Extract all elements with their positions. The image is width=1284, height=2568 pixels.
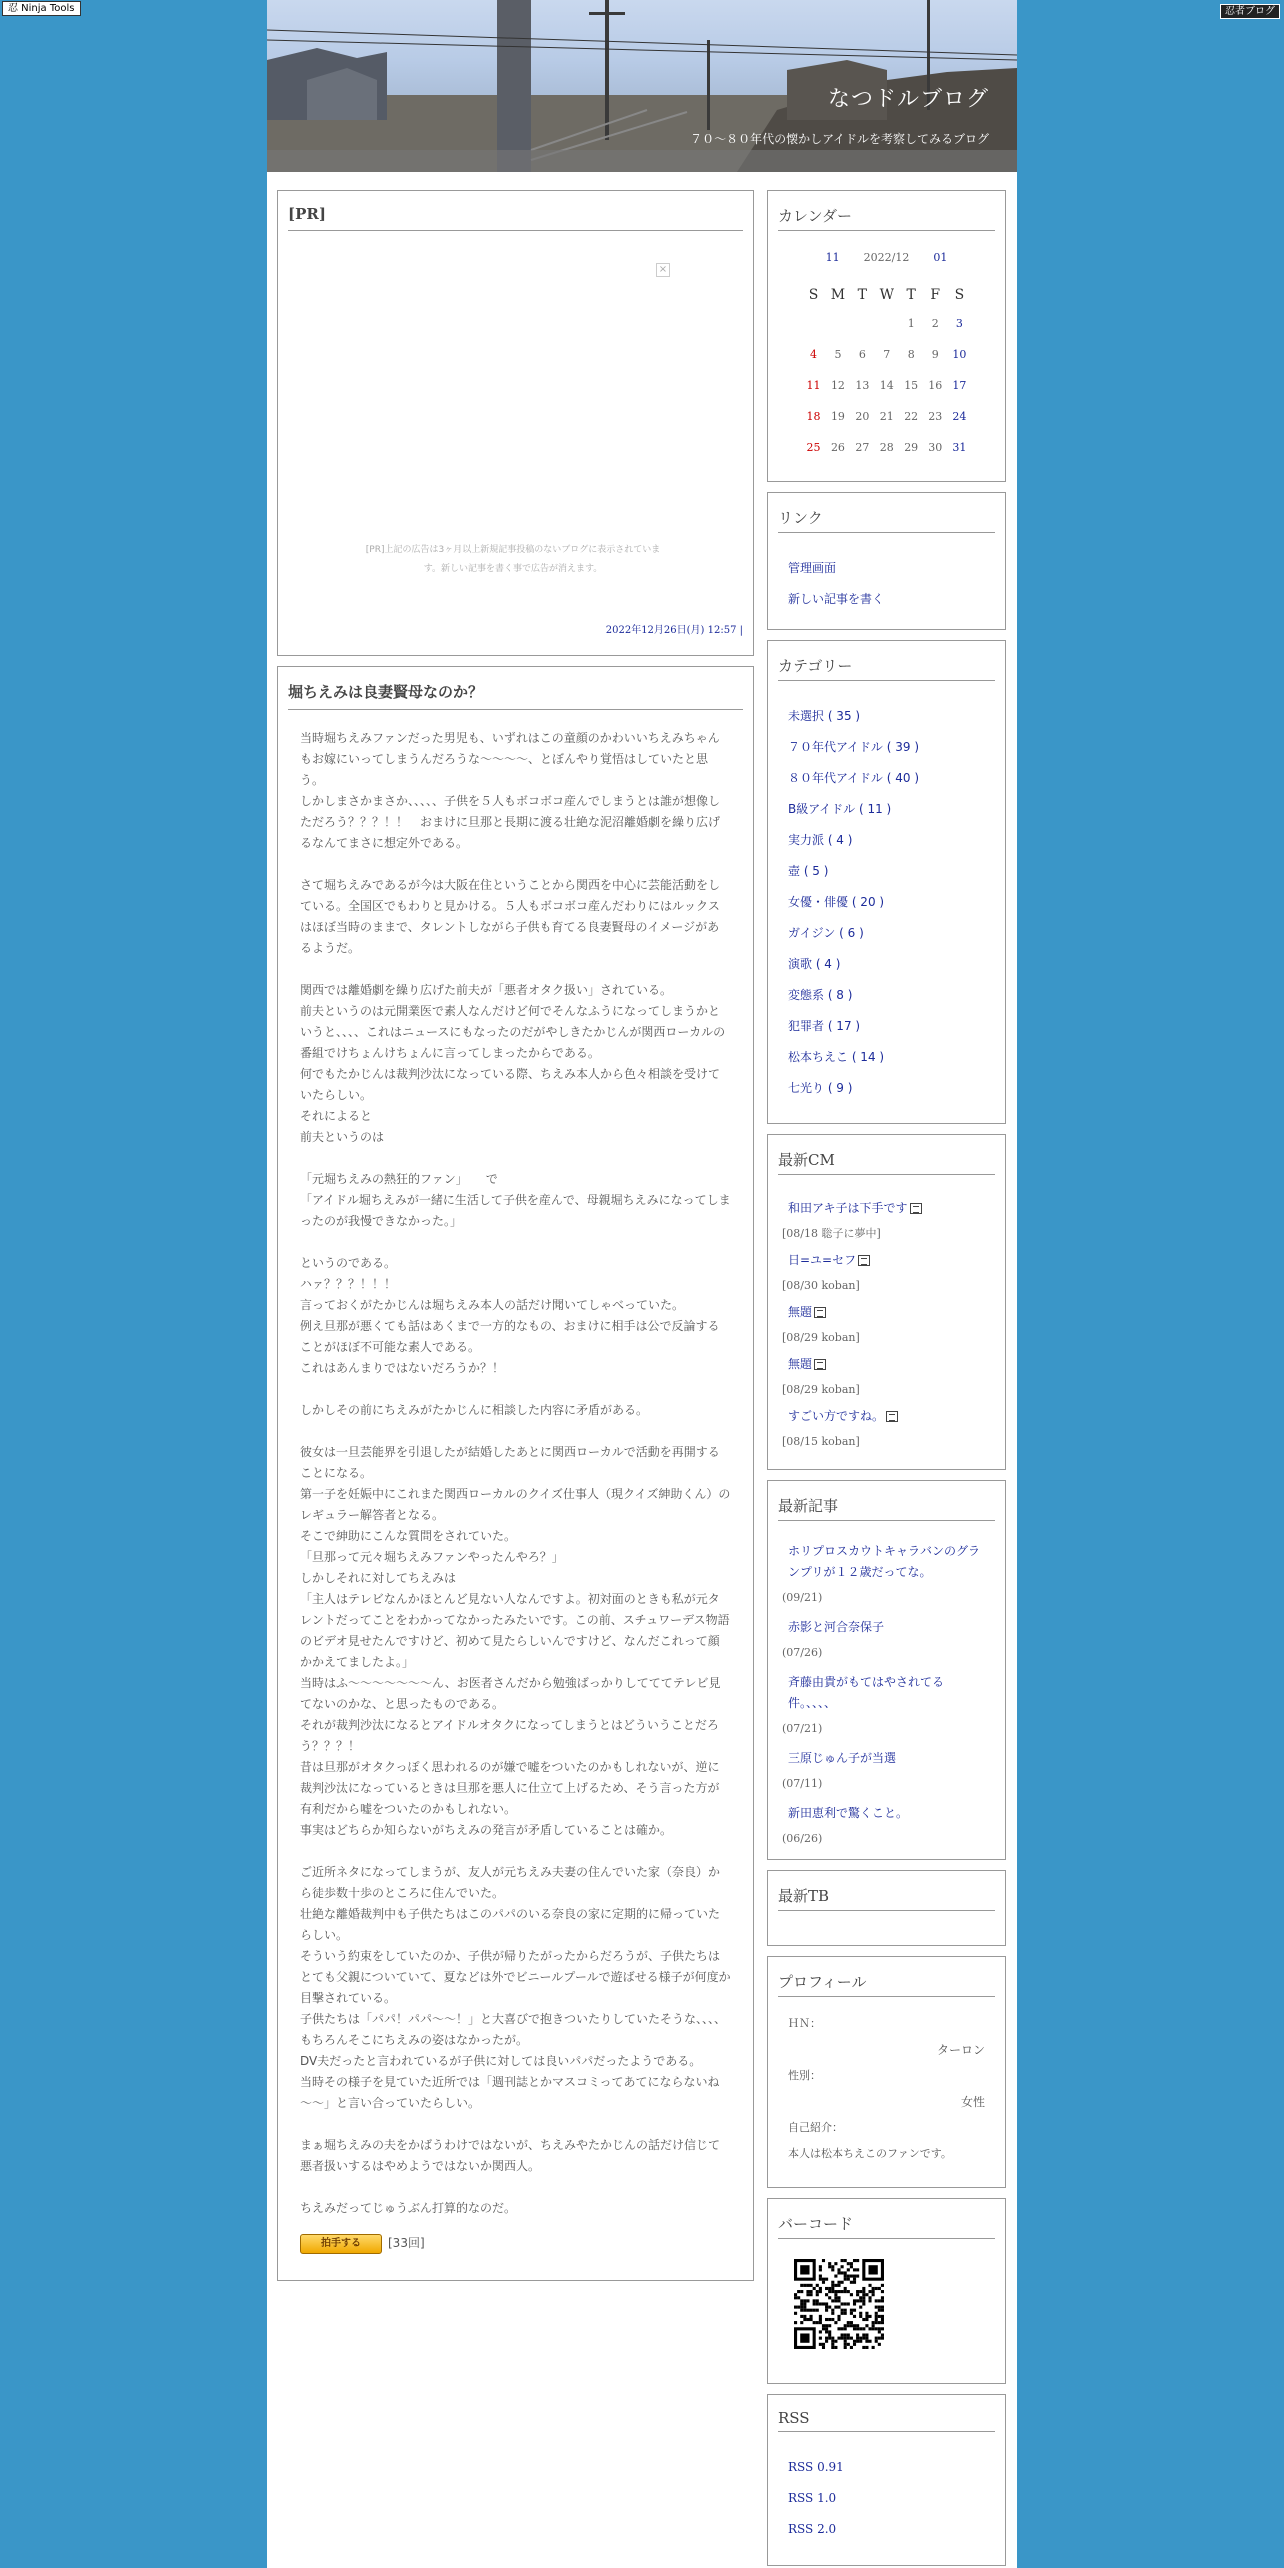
rss-link[interactable]: RSS 2.0 <box>788 2522 837 2536</box>
category-item[interactable]: 犯罪者 ( 17 ) <box>788 1019 861 1033</box>
entry-item <box>782 1541 995 1613</box>
link-item[interactable]: 新しい記事を書く <box>788 592 885 606</box>
clap-row <box>300 2233 731 2254</box>
trackback-title: 最新TB <box>778 1881 995 1911</box>
rss-box <box>767 2394 1006 2566</box>
entry-date: (07/11) <box>782 1777 823 1790</box>
calendar-weekday: W <box>879 287 894 303</box>
entry-date: (06/26) <box>782 1832 823 1845</box>
pr-date[interactable]: 2022年12月26日(月) 12:57 | <box>605 625 743 636</box>
rss-title: RSS <box>778 2405 995 2432</box>
comment-item <box>782 1195 995 1247</box>
calendar-day <box>826 308 851 339</box>
calendar-day: 21 <box>879 410 894 423</box>
profile-intro-label: 自己紹介： <box>788 2121 843 2134</box>
calendar-next-link[interactable]: 01 <box>933 251 948 264</box>
entry-date: (09/21) <box>782 1591 823 1604</box>
header-banner <box>267 0 1017 172</box>
trackback-box <box>767 1870 1006 1946</box>
calendar-day: 16 <box>928 379 943 392</box>
entry-link[interactable]: 斉藤由貴がもてはやされてる件。、、、、 <box>788 1675 945 1710</box>
calendar-day[interactable]: 11 <box>806 379 821 392</box>
comment-icon <box>814 1307 826 1318</box>
calendar-weekday: T <box>906 287 916 303</box>
entry-item <box>782 1748 995 1799</box>
calendar-day <box>850 308 874 339</box>
category-item[interactable]: ８０年代アイドル ( 40 ) <box>788 771 919 785</box>
comments-box <box>767 1134 1006 1470</box>
entries-title: 最新記事 <box>778 1491 995 1521</box>
calendar-day[interactable]: 3 <box>955 317 963 330</box>
comment-link[interactable]: 無題 <box>788 1305 813 1319</box>
comment-item <box>782 1299 995 1351</box>
comment-icon <box>910 1203 922 1214</box>
main-column <box>277 190 754 2291</box>
entry-item <box>782 1803 995 1854</box>
barcode-title: バーコード <box>778 2209 995 2239</box>
categories-box <box>767 640 1006 1124</box>
page <box>267 0 1017 2568</box>
calendar-day[interactable]: 25 <box>806 441 821 454</box>
article-paragraph: 当時堀ちえみファンだった男児も、いずれはこの童顔のかわいいちえみちゃんもお嫁にいってしまうんだろうな～～～～、とぼんやり覚悟はしていたと思う。 しかしまさかまさか、、、、、子供を５人もボコボコ産んでしまうとは誰が想像しただろう？？？！！ おまけに旦那と長期に渡る壮絶な泥沼離婚劇を繰り広げるなんてまさに想定外である。 <box>300 731 721 850</box>
calendar-weekday: M <box>830 287 846 303</box>
category-item[interactable]: 松本ちえこ ( 14 ) <box>788 1050 885 1064</box>
article-paragraph: ちえみだってじゅうぶん打算的なのだ。 <box>300 2201 517 2215</box>
article-paragraph: 「元堀ちえみの熱狂的ファン」 で 「アイドル堀ちえみが一緒に生活して子供を産んで、母親堀ちえみになってしまったのが我慢できなかった。」 <box>300 1172 731 1228</box>
calendar-day: 23 <box>928 410 943 423</box>
calendar-day: 27 <box>855 441 870 454</box>
comment-meta: [08/18 聡子に夢中] <box>782 1227 881 1240</box>
calendar-day: 29 <box>904 441 919 454</box>
calendar-day: 9 <box>931 348 939 361</box>
profile-sex-value: 女性 <box>960 2095 985 2109</box>
rss-link[interactable]: RSS 1.0 <box>788 2491 837 2505</box>
calendar-table <box>802 282 972 463</box>
calendar-day: 22 <box>904 410 919 423</box>
entry-item <box>782 1617 995 1668</box>
calendar-box <box>767 190 1006 482</box>
sidebar <box>767 190 1006 2568</box>
qr-code-icon[interactable] <box>794 2259 884 2349</box>
comment-item <box>782 1351 995 1403</box>
profile-box <box>767 1956 1006 2188</box>
calendar-weekday: S <box>954 287 965 303</box>
entries-box <box>767 1480 1006 1860</box>
profile-intro-value: 本人は松本ちえこのファンです。 <box>788 2147 952 2160</box>
profile-hn-label: ＨＮ： <box>788 2017 821 2030</box>
category-item[interactable]: 演歌 ( 4 ) <box>788 957 841 971</box>
profile-hn-value: ターロン <box>936 2043 985 2057</box>
calendar-day: 13 <box>855 379 870 392</box>
category-item[interactable]: ガイジン ( 6 ) <box>788 926 864 940</box>
comment-icon <box>886 1411 898 1422</box>
comment-meta: [08/29 koban] <box>782 1383 860 1396</box>
entry-date: (07/26) <box>782 1646 823 1659</box>
link-item[interactable]: 管理画面 <box>788 561 837 575</box>
article <box>277 666 754 2281</box>
pr-box <box>277 190 754 656</box>
calendar-day: 14 <box>879 379 894 392</box>
entry-link[interactable]: 新田恵利で驚くこと。 <box>788 1806 909 1820</box>
rss-link[interactable]: RSS 0.91 <box>788 2460 844 2474</box>
calendar-day: 15 <box>904 379 919 392</box>
article-paragraph: 彼女は一旦芸能界を引退したが結婚したあとに関西ローカルで活動を再開することになる。 第一子を妊娠中にこれまた関西ローカルのクイズ仕事人（現クイズ紳助くん）のレギュラー解答者となる。 そこで紳助にこんな質問をされていた。 「旦那って元々堀ちえみファンやったんやろ？」 しかしそれに対してちえみは 「主人はテレビなんかほとんど見ない人なんですよ。初対面のときも私が元タレントだってことをわかってなかったみたいです。この前、スチュワーデス物語のビデオ見せたんですけど、初めて見たらしいんですけど、なんだこれって顔かかえてましたよ。」 当時はふ～～～～～～～ん、お医者さんだから勉強ばっかりしてててテレビ見てないのかな、と思ったものである。 それが裁判沙汰になるとアイドルオタクになってしまうとはどういうことだろう？？？！ 昔は旦那がオタクっぽく思われるのが嫌で嘘をついたのかもしれないが、逆に裁判沙汰になっているときは旦那を悪人に仕立て上げるため、そう言った方が有利だから嘘をついたのかもしれない。 事実はどちらか知らないがちえみの発言が矛盾していることは確か。 <box>300 1445 731 1837</box>
article-paragraph: しかしその前にちえみがたかじんに相談した内容に矛盾がある。 <box>300 1403 649 1417</box>
comment-item <box>782 1247 995 1299</box>
calendar-day[interactable]: 31 <box>952 441 967 454</box>
category-item[interactable]: 実力派 ( 4 ) <box>788 833 853 847</box>
calendar-day <box>802 308 826 339</box>
calendar-day: 2 <box>931 317 939 330</box>
article-paragraph: ご近所ネタになってしまうが、友人が元ちえみ夫妻の住んでいた家（奈良）から徒歩数十歩のところに住んでいた。 壮絶な離婚裁判中も子供たちはこのパパのいる奈良の家に定期的に帰っていたらしい。 そういう約束をしていたのか、子供が帰りたがったからだろうが、子供たちはとても父親についていて、夏などは外でビニールプールで遊ばせる様子が何度か目撃されている。 子供たちは「パパ！パパ～～！」と大喜びで抱きついたりしていたそうな、、、、 もちろんそこにちえみの姿はなかったが。 DV夫だったと言われているが子供に対しては良いパパだったようである。 当時その様子を見ていた近所では「週刊誌とかマスコミってあてにならないね～～」と言い合っていたらしい。 <box>300 1865 731 2110</box>
comment-link[interactable]: すごい方ですね。 <box>788 1409 885 1423</box>
category-item[interactable]: B級アイドル ( 11 ) <box>788 802 892 816</box>
pr-title: [PR] <box>288 201 743 231</box>
barcode-box <box>767 2198 1006 2384</box>
categories-title: カテゴリー <box>778 651 995 681</box>
calendar-day[interactable]: 4 <box>810 348 818 361</box>
category-item[interactable]: ７０年代アイドル ( 39 ) <box>788 740 919 754</box>
calendar-day: 5 <box>834 348 842 361</box>
calendar-day[interactable]: 17 <box>952 379 967 392</box>
links-box <box>767 492 1006 630</box>
comment-link[interactable]: 和田アキ子は下手です <box>788 1201 908 1215</box>
category-item[interactable]: 変態系 ( 8 ) <box>788 988 853 1002</box>
article-paragraph: というのである。 ハァ？？？！！！ 言っておくがたかじんは堀ちえみ本人の話だけ聞いてしゃべっていた。 例え旦那が悪くても話はあくまで一方的なもの、おまけに相手は公で反論することがほぼ不可能な素人である。 これはあんまりではないだろうか？！ <box>300 1256 720 1375</box>
article-paragraph: さて堀ちえみであるが今は大阪在住ということから関西を中心に芸能活動をしている。全国区でもわりと見かける。５人もボコボコ産んだわりにはルックスはほぼ当時のままで、タレントしながら子供も育てる良妻賢母のイメージがあるようだ。 <box>300 878 721 955</box>
calendar-day: 8 <box>907 348 915 361</box>
links-title: リンク <box>778 503 995 533</box>
profile-title: プロフィール <box>778 1967 995 1997</box>
profile-sex-label: 性別： <box>788 2069 821 2082</box>
calendar-day[interactable]: 24 <box>952 410 967 423</box>
ninja-tools-button[interactable]: 忍 Ninja Tools <box>2 1 81 16</box>
calendar-month: 2022/12 <box>863 251 910 264</box>
calendar-day: 12 <box>830 379 845 392</box>
comment-item <box>782 1403 995 1455</box>
calendar-weekday: F <box>930 287 941 303</box>
category-item[interactable]: 七光り ( 9 ) <box>788 1081 853 1095</box>
calendar-day: 26 <box>830 441 845 454</box>
blog-subtitle: ７０～８０年代の懐かしアイドルを考察してみるブログ <box>690 132 989 146</box>
comment-meta: [08/29 koban] <box>782 1331 860 1344</box>
calendar-weekday: S <box>808 287 819 303</box>
ninja-blog-link[interactable]: 忍者ブログ <box>1220 4 1280 19</box>
entry-link[interactable]: 三原じゅん子が当選 <box>788 1751 897 1765</box>
entry-item <box>782 1672 995 1744</box>
calendar-day <box>874 308 899 339</box>
comment-meta: [08/15 koban] <box>782 1435 860 1448</box>
article-paragraph: 関西では離婚劇を繰り広げた前夫が「悪者オタク扱い」されている。 前夫というのは元開業医で素人なんだけど何でそんなふうになってしまうかというと、、、、これはニュースにもなったのだがやしきたかじんが関西ローカルの番組でけちょんけちょんに言ってしまったからである。 何でもたかじんは裁判沙汰になっている際、ちえみ本人から色々相談を受けていたらしい。 それによると 前夫というのは <box>300 983 726 1144</box>
blog-title[interactable]: なつドルブログ <box>827 87 989 112</box>
entry-link[interactable]: 赤影と河合奈保子 <box>788 1620 885 1634</box>
entry-date: (07/21) <box>782 1722 823 1735</box>
calendar-day: 7 <box>883 348 891 361</box>
comment-icon <box>814 1359 826 1370</box>
clap-button[interactable]: 拍手する <box>300 2234 382 2254</box>
close-icon[interactable]: × <box>656 263 670 277</box>
calendar-day[interactable]: 18 <box>806 410 821 423</box>
calendar-day: 28 <box>879 441 894 454</box>
clap-count: [33回] <box>388 2236 425 2250</box>
comment-meta: [08/30 koban] <box>782 1279 860 1292</box>
calendar-day: 19 <box>830 410 845 423</box>
calendar-day: 1 <box>907 317 915 330</box>
category-item[interactable]: 未選択 ( 35 ) <box>788 709 861 723</box>
calendar-day: 6 <box>858 348 866 361</box>
article-title[interactable]: 堀ちえみは良妻賢母なのか？ <box>288 677 743 710</box>
calendar-prev-link[interactable]: 11 <box>825 251 840 264</box>
article-paragraph: まぁ堀ちえみの夫をかばうわけではないが、ちえみやたかじんの話だけ信じて悪者扱いするはやめようではないか関西人。 <box>300 2138 721 2173</box>
entry-link[interactable]: ホリプロスカウトキャラバンのグランプリが１２歳だってな。 <box>788 1544 981 1579</box>
article-body <box>288 724 743 2219</box>
category-item[interactable]: 女優・俳優 ( 20 ) <box>788 895 885 909</box>
calendar-title: カレンダー <box>778 201 995 231</box>
calendar-day[interactable]: 10 <box>952 348 967 361</box>
comment-link[interactable]: 無題 <box>788 1357 813 1371</box>
calendar-day: 20 <box>855 410 870 423</box>
category-item[interactable]: 壺 ( 5 ) <box>788 864 829 878</box>
comment-link[interactable]: 日=ユ=セフ <box>788 1253 857 1267</box>
calendar-weekday: T <box>857 287 867 303</box>
comment-icon <box>858 1255 870 1266</box>
comments-title: 最新CM <box>778 1145 995 1175</box>
pr-note: [PR]上記の広告は3ヶ月以上新規記事投稿のないブログに表示されています。新しい記事を書く事で広告が消えます。 <box>365 545 661 574</box>
calendar-day: 30 <box>928 441 943 454</box>
